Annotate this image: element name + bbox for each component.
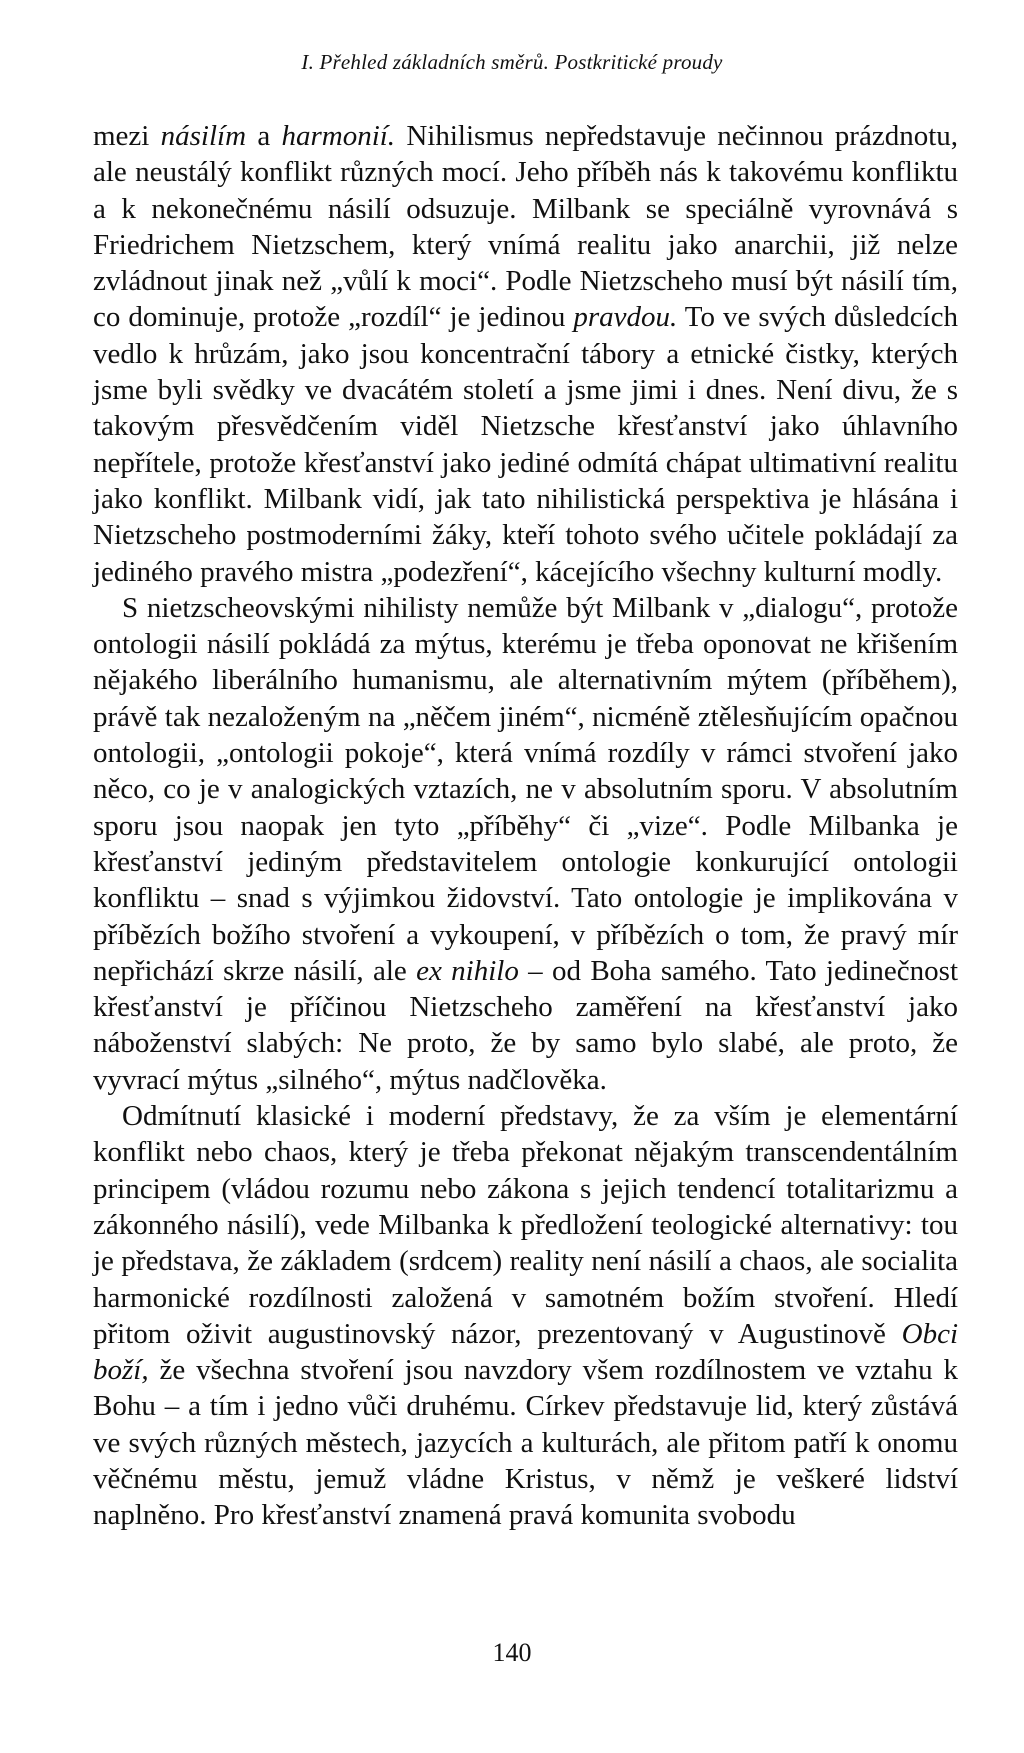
paragraph [93, 1098, 958, 1534]
text-run: S nietzscheovskými nihilisty nemůže být Milbank v „dialogu“, protože ontologii násilí pokládá za mýtus, kterému je třeba oponovat ne křišením nějakého liberálního humanismu, ale alternativním mýtem (příběhem), právě tak nezaloženým na „něčem jiném“, nicméně ztělesňujícím opačnou ontologii, „ontologii pokoje“, která vnímá rozdíly v rámci stvoření jako něco, co je v analogických vztazích, ne v absolutním sporu. V absolutním sporu jsou naopak jen tyto „příběhy“ či „vize“. Podle Milbanka je křesťanství jediným představitelem ontologie konkurující ontologii konfliktu – snad s výjimkou židovství. Tato ontologie je implikována v příbězích božího stvoření a vykoupení, v příbězích o tom, že pravý mír nepřichází skrze násilí, ale [93, 591, 958, 987]
text-run: Odmítnutí klasické i moderní představy, že za vším je elementární konflikt nebo chaos, který je třeba překonat nějakým transcendentálním principem (vládou rozumu nebo zákona s jejich tendencí totalitarizmu a zákonného násilí), vede Milbanka k předložení teologické alternativy: tou je představa, že základem (srdcem) reality není násilí a chaos, ale socialita harmonické rozdílnosti založená v samotném božím stvoření. Hledí přitom oživit augustinovský názor, prezentovaný v Augustinově [93, 1100, 958, 1350]
italic-run: ex nihilo [416, 954, 519, 987]
text-run: To ve svých důsledcích vedlo k hrůzám, jako jsou koncentrační tábory a etnické čistky, kterých jsme byli svědky ve dvacátém století a jsme jimi i dnes. Není divu, že s takovým přesvědčením viděl Nietzsche křesťanství jako úhlavního nepřítele, protože křesťanství jako jediné odmítá chápat ultimativní realitu jako konflikt. Milbank vidí, jak tato nihilistická perspektiva je hlásána i Nietzscheho postmoderními žáky, kteří tohoto svého učitele pokládají za jediného pravého mistra „podezření“, kácejícího všechny kulturní modly. [93, 301, 958, 588]
italic-run: harmonií. [281, 120, 396, 152]
page-number: 140 [492, 1638, 532, 1667]
text-run: že všechna stvoření jsou navzdory všem rozdílnostem ve vztahu k Bohu – a tím i jedno vůči druhému. Církev představuje lid, který zůstává ve svých různých městech, jazycích a kulturách, ale přitom patří k onomu věčnému městu, jemuž vládne Kristus, v němž je veškeré lidství naplněno. Pro křesťanství znamená pravá komunita svobodu [93, 1354, 958, 1532]
italic-run: násilím [160, 120, 247, 152]
body-text [93, 118, 958, 1534]
running-header: I. Přehled základních směrů. Postkritické proudy [301, 50, 723, 74]
italic-run: Obci boží, [93, 1317, 958, 1387]
text-run: – od Boha samého. Tato jedinečnost křesťanství je příčinou Nietzscheho zaměření na křesťanství jako náboženství slabých: Ne proto, že by samo bylo slabé, ale proto, že vyvrací mýtus „silného“, mýtus nadčlověka. [93, 954, 959, 1096]
paragraph [93, 590, 958, 1098]
paragraph [93, 118, 958, 590]
text-run: mezi [93, 120, 161, 152]
text-run: a [246, 120, 282, 152]
text-run: Nihilismus nepředstavuje nečinnou prázdnotu, ale neustálý konflikt různých mocí. Jeho příběh nás k takovému konfliktu a k nekonečnému násilí odsuzuje. Milbank se speciálně vyrovnává s Friedrichem Nietzschem, který vnímá realitu jako anarchii, již nelze zvládnout jinak než „vůlí k moci“. Podle Nietzscheho musí být násilí tím, co dominuje, protože „rozdíl“ je jedinou [93, 120, 959, 334]
italic-run: pravdou. [573, 301, 678, 334]
